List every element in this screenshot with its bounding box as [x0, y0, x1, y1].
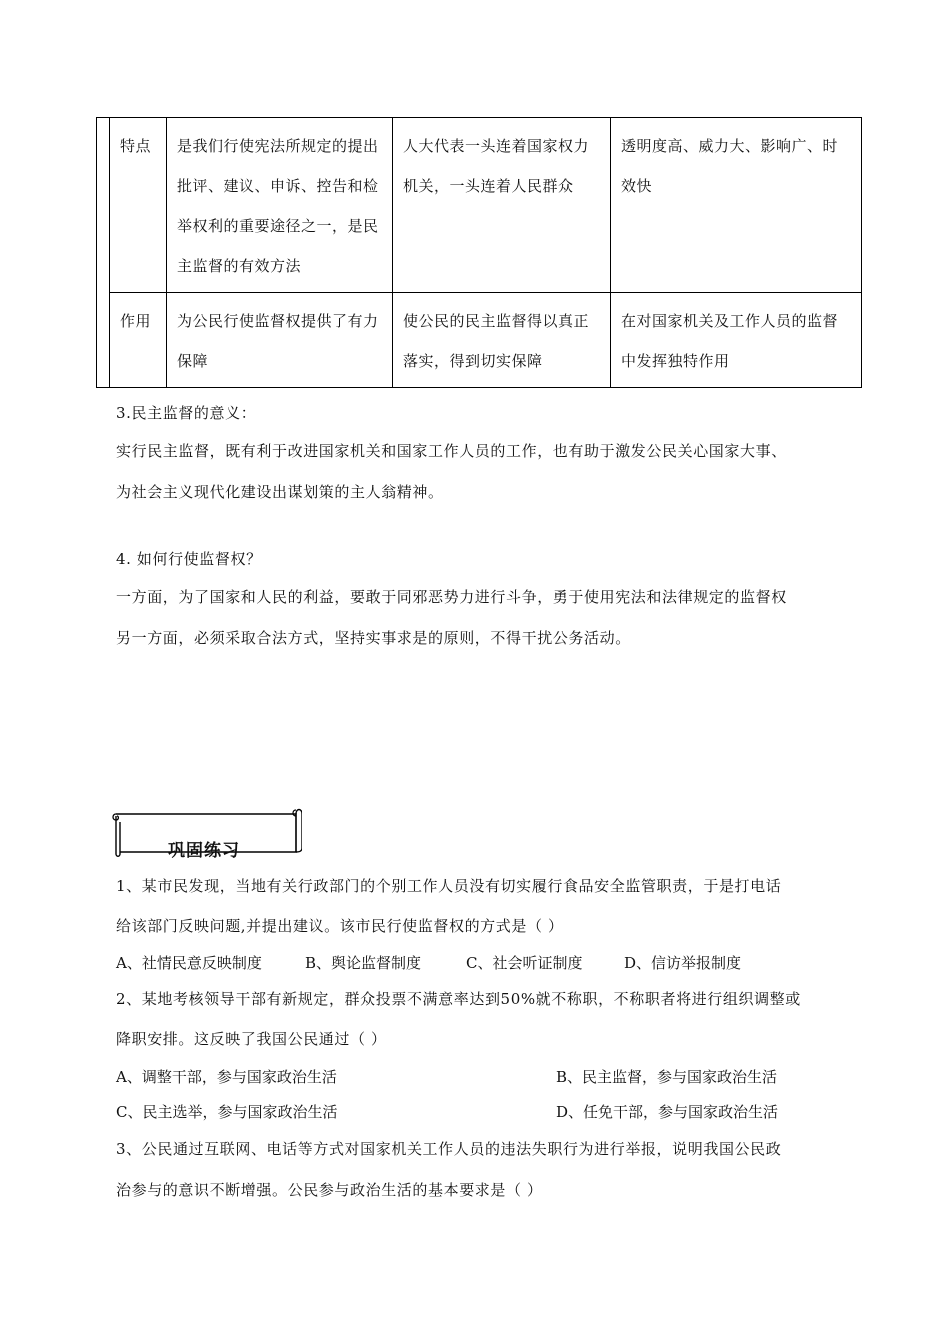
table-cell: 为公民行使监督权提供了有力保障 [167, 293, 393, 388]
question-2-line: 降职安排。这反映了我国公民通过（ ） [116, 1030, 387, 1048]
option-a: A、社情民意反映制度 [116, 954, 262, 972]
question-1-line: 1、某市民发现，当地有关行政部门的个别工作人员没有切实履行食品安全监管职责，于是打电话 [116, 877, 782, 895]
option-b: B、民主监督，参与国家政治生活 [556, 1068, 778, 1086]
section3-line: 为社会主义现代化建设出谋划策的主人翁精神。 [116, 483, 444, 501]
question-3-line: 3、公民通过互联网、电话等方式对国家机关工作人员的违法失职行为进行举报，说明我国公民政 [116, 1140, 782, 1158]
section4-heading: 4. 如何行使监督权？ [116, 550, 262, 568]
section4-line: 一方面，为了国家和人民的利益，要敢于同邪恶势力进行斗争，勇于使用宪法和法律规定的监督权 [116, 588, 787, 606]
question-1-line: 给该部门反映问题,并提出建议。该市民行使监督权的方式是（ ） [116, 917, 564, 935]
practice-banner-title: 巩固练习 [168, 841, 240, 861]
row-label: 作用 [110, 293, 167, 388]
section3-line: 实行民主监督，既有利于改进国家机关和国家工作人员的工作，也有助于激发公民关心国家大事、 [116, 442, 787, 460]
table-row [97, 293, 862, 388]
section4-line: 另一方面，必须采取合法方式，坚持实事求是的原则，不得干扰公务活动。 [116, 629, 631, 647]
option-c: C、社会听证制度 [466, 954, 583, 972]
option-b: B、舆论监督制度 [305, 954, 422, 972]
section3-heading: 3.民主监督的意义： [116, 404, 257, 422]
supervision-table [96, 117, 862, 388]
table-cell: 人大代表一头连着国家权力机关，一头连着人民群众 [393, 118, 611, 293]
row-label: 特点 [110, 118, 167, 293]
table-cell: 透明度高、威力大、影响广、时效快 [611, 118, 862, 293]
option-d: D、信访举报制度 [624, 954, 742, 972]
option-d: D、任免干部，参与国家政治生活 [556, 1103, 779, 1121]
table-spacer-cell [97, 118, 110, 388]
table-cell: 在对国家机关及工作人员的监督中发挥独特作用 [611, 293, 862, 388]
question-3-line: 治参与的意识不断增强。公民参与政治生活的基本要求是（ ） [116, 1181, 543, 1199]
option-c: C、民主选举，参与国家政治生活 [116, 1103, 338, 1121]
option-a: A、调整干部，参与国家政治生活 [116, 1068, 337, 1086]
table-cell: 使公民的民主监督得以真正落实，得到切实保障 [393, 293, 611, 388]
table-cell: 是我们行使宪法所规定的提出批评、建议、申诉、控告和检举权利的重要途径之一，是民主监督的有效方法 [167, 118, 393, 293]
question-2-line: 2、某地考核领导干部有新规定，群众投票不满意率达到50%就不称职，不称职者将进行组织调整或 [116, 990, 801, 1008]
table-row [97, 118, 862, 293]
